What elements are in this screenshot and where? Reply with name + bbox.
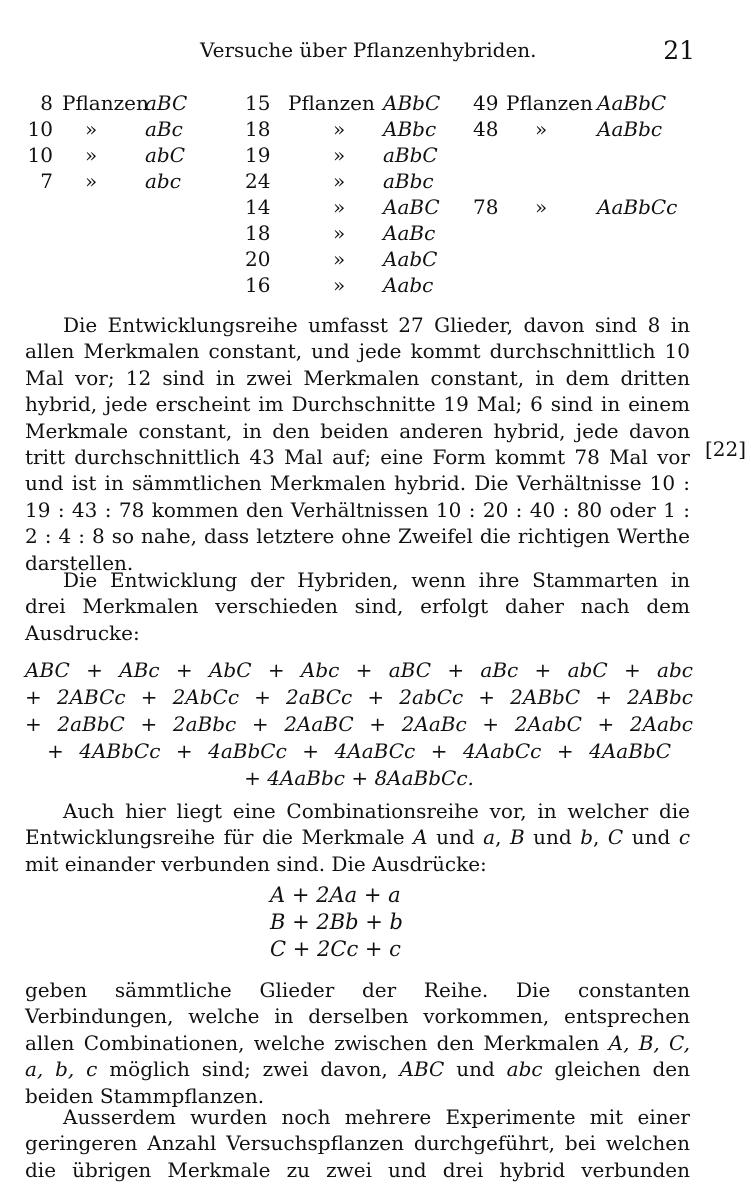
ditto-mark: » xyxy=(535,195,548,219)
page-number: 21 xyxy=(663,36,695,65)
text-run: und xyxy=(444,1057,507,1082)
plant-count: 10 xyxy=(27,117,53,141)
paragraph-series-summary xyxy=(25,312,690,576)
plant-formula: Aabc xyxy=(383,273,434,297)
ditto-mark: » xyxy=(333,221,346,245)
plant-word: Pflanzen xyxy=(62,91,149,115)
plant-count: 8 xyxy=(40,91,53,115)
plant-count: 20 xyxy=(245,247,271,271)
plant-formula: AaBC xyxy=(383,195,440,219)
formula-ABC: ABC xyxy=(399,1057,445,1082)
text-run: möglich sind; zwei davon, xyxy=(97,1057,400,1082)
plant-count: 10 xyxy=(27,143,53,167)
trait-expressions xyxy=(270,882,470,963)
paragraph-text: Die Entwicklung der Hybriden, wenn ihre Stammarten in drei Merkmalen verschieden sind, erfolgt daher nach dem Ausdrucke: xyxy=(25,568,690,645)
trait-expression: A + 2Aa + a xyxy=(270,883,401,907)
text-run: , xyxy=(495,825,510,850)
ditto-mark: » xyxy=(535,117,548,141)
table-row xyxy=(25,142,705,168)
table-row xyxy=(25,272,705,298)
ditto-mark: » xyxy=(333,195,346,219)
margin-page-reference: [22] xyxy=(705,437,747,461)
text-run: und xyxy=(524,825,581,850)
ditto-mark: » xyxy=(85,117,98,141)
plant-formula: AaBbCc xyxy=(597,195,678,219)
plant-count-table xyxy=(25,90,705,298)
paragraph-further-experiments xyxy=(25,1104,690,1183)
plant-formula: aBbC xyxy=(383,143,438,167)
plant-word: Pflanzen xyxy=(288,91,375,115)
paragraph-combination-series xyxy=(25,798,690,877)
plant-count: 24 xyxy=(245,169,271,193)
plant-formula: AaBbC xyxy=(597,91,667,115)
paragraph-development xyxy=(25,567,690,646)
plant-count: 15 xyxy=(245,91,271,115)
plant-formula: AaBc xyxy=(383,221,436,245)
plant-count: 18 xyxy=(245,117,271,141)
table-row xyxy=(25,168,705,194)
text-run: geben sämmtliche Glieder der Reihe. Die constanten Verbindungen, welche in derselben vorkommen, entsprechen allen Combinationen, welche zwischen den Merkmalen xyxy=(25,978,690,1055)
ditto-mark: » xyxy=(85,169,98,193)
plant-formula: abC xyxy=(145,143,186,167)
plant-formula: abc xyxy=(145,169,181,193)
text-run: Auch hier liegt eine Combinationsreihe vor, in welcher die Entwicklungsreihe für die Merkmale xyxy=(25,799,690,850)
table-row xyxy=(25,194,705,220)
formula-abc: abc xyxy=(506,1057,543,1082)
table-row xyxy=(25,220,705,246)
trait-expression: C + 2Cc + c xyxy=(270,937,401,961)
symbol-c: c xyxy=(678,825,691,850)
formula-line: ABC + ABc + AbC + Abc + aBC + aBc + abC + abc xyxy=(25,658,693,682)
plant-count: 14 xyxy=(245,195,271,219)
plant-count: 7 xyxy=(40,169,53,193)
ditto-mark: » xyxy=(85,143,98,167)
plant-formula: aBbc xyxy=(383,169,434,193)
formula-line: + 2ABCc + 2AbCc + 2aBCc + 2abCc + 2ABbC + 2ABbc xyxy=(25,685,693,709)
table-row xyxy=(25,116,705,142)
plant-formula: AabC xyxy=(383,247,438,271)
symbol-C: C xyxy=(607,825,624,850)
plant-count: 49 xyxy=(473,91,499,115)
text-run: mit einander verbunden sind. Die Ausdrücke: xyxy=(25,851,487,876)
paragraph-text: Die Entwicklungsreihe umfasst 27 Glieder, davon sind 8 in allen Merkmalen constant, und jede kommt durchschnittlich 10 Mal vor; 12 sind in zwei Merkmalen constant, in dem dritten hybrid, jede erscheint im Durchschnitte 19 Mal; 6 sind in einem Merkmale constant, in den beiden anderen hybrid, jede davon tritt durchschnittlich 43 Mal auf; eine Form kommt 78 Mal vor und ist in sämmtlichen Merkmalen hybrid. Die Verhältnisse 10 : 19 : 43 : 78 kommen den Verhältnissen 10 : 20 : 40 : 80 oder 1 : 2 : 4 : 8 so nahe, dass letztere ohne Zweifel die richtigen Werthe darstellen. xyxy=(25,313,690,575)
text-run: und xyxy=(427,825,484,850)
ditto-mark: » xyxy=(333,169,346,193)
trait-expression: B + 2Bb + b xyxy=(270,910,404,934)
formula-line: + 2aBbC + 2aBbc + 2AaBC + 2AaBc + 2AabC + 2Aabc xyxy=(25,712,693,736)
symbol-B: B xyxy=(509,825,525,850)
text-run: gleichen den beiden Stammpflanzen. xyxy=(25,1057,691,1108)
text-run: und xyxy=(623,825,679,850)
paragraph-text: Ausserdem wurden noch mehrere Experimente mit einer geringeren Anzahl Versuchspflanzen durchgeführt, bei welchen die übrigen Merkmale zu zwei und drei hybrid verbunden xyxy=(25,1105,690,1182)
plant-formula: aBc xyxy=(145,117,183,141)
plant-formula: AaBbc xyxy=(597,117,663,141)
symbol-a: a xyxy=(483,825,496,850)
symbol-b: b xyxy=(580,825,594,850)
ditto-mark: » xyxy=(333,143,346,167)
plant-count: 16 xyxy=(245,273,271,297)
ditto-mark: » xyxy=(333,117,346,141)
running-title: Versuche über Pflanzenhybriden. xyxy=(200,38,537,62)
plant-formula: ABbC xyxy=(383,91,441,115)
formula-line: + 4ABbCc + 4aBbCc + 4AaBCc + 4AabCc + 4AaBbC xyxy=(47,739,671,763)
plant-count: 18 xyxy=(245,221,271,245)
table-row xyxy=(25,246,705,272)
plant-count: 48 xyxy=(473,117,499,141)
plant-count: 19 xyxy=(245,143,271,167)
ditto-mark: » xyxy=(333,273,346,297)
plant-word: Pflanzen xyxy=(506,91,593,115)
symbol-A: A xyxy=(413,825,428,850)
paragraph-text xyxy=(25,977,690,1109)
ditto-mark: » xyxy=(333,247,346,271)
plant-formula: ABbc xyxy=(383,117,437,141)
paragraph-text xyxy=(25,798,690,877)
page-header xyxy=(25,30,695,70)
plant-count: 78 xyxy=(473,195,499,219)
formula-line: + 4AaBbc + 8AaBbCc. xyxy=(244,766,474,790)
plant-formula: aBC xyxy=(145,91,188,115)
text-run: , xyxy=(593,825,608,850)
combination-formula xyxy=(25,657,693,792)
paragraph-constant-combinations xyxy=(25,977,690,1109)
trait-letters: A, B, C, a, b, c xyxy=(25,1030,690,1082)
table-row xyxy=(25,90,705,116)
